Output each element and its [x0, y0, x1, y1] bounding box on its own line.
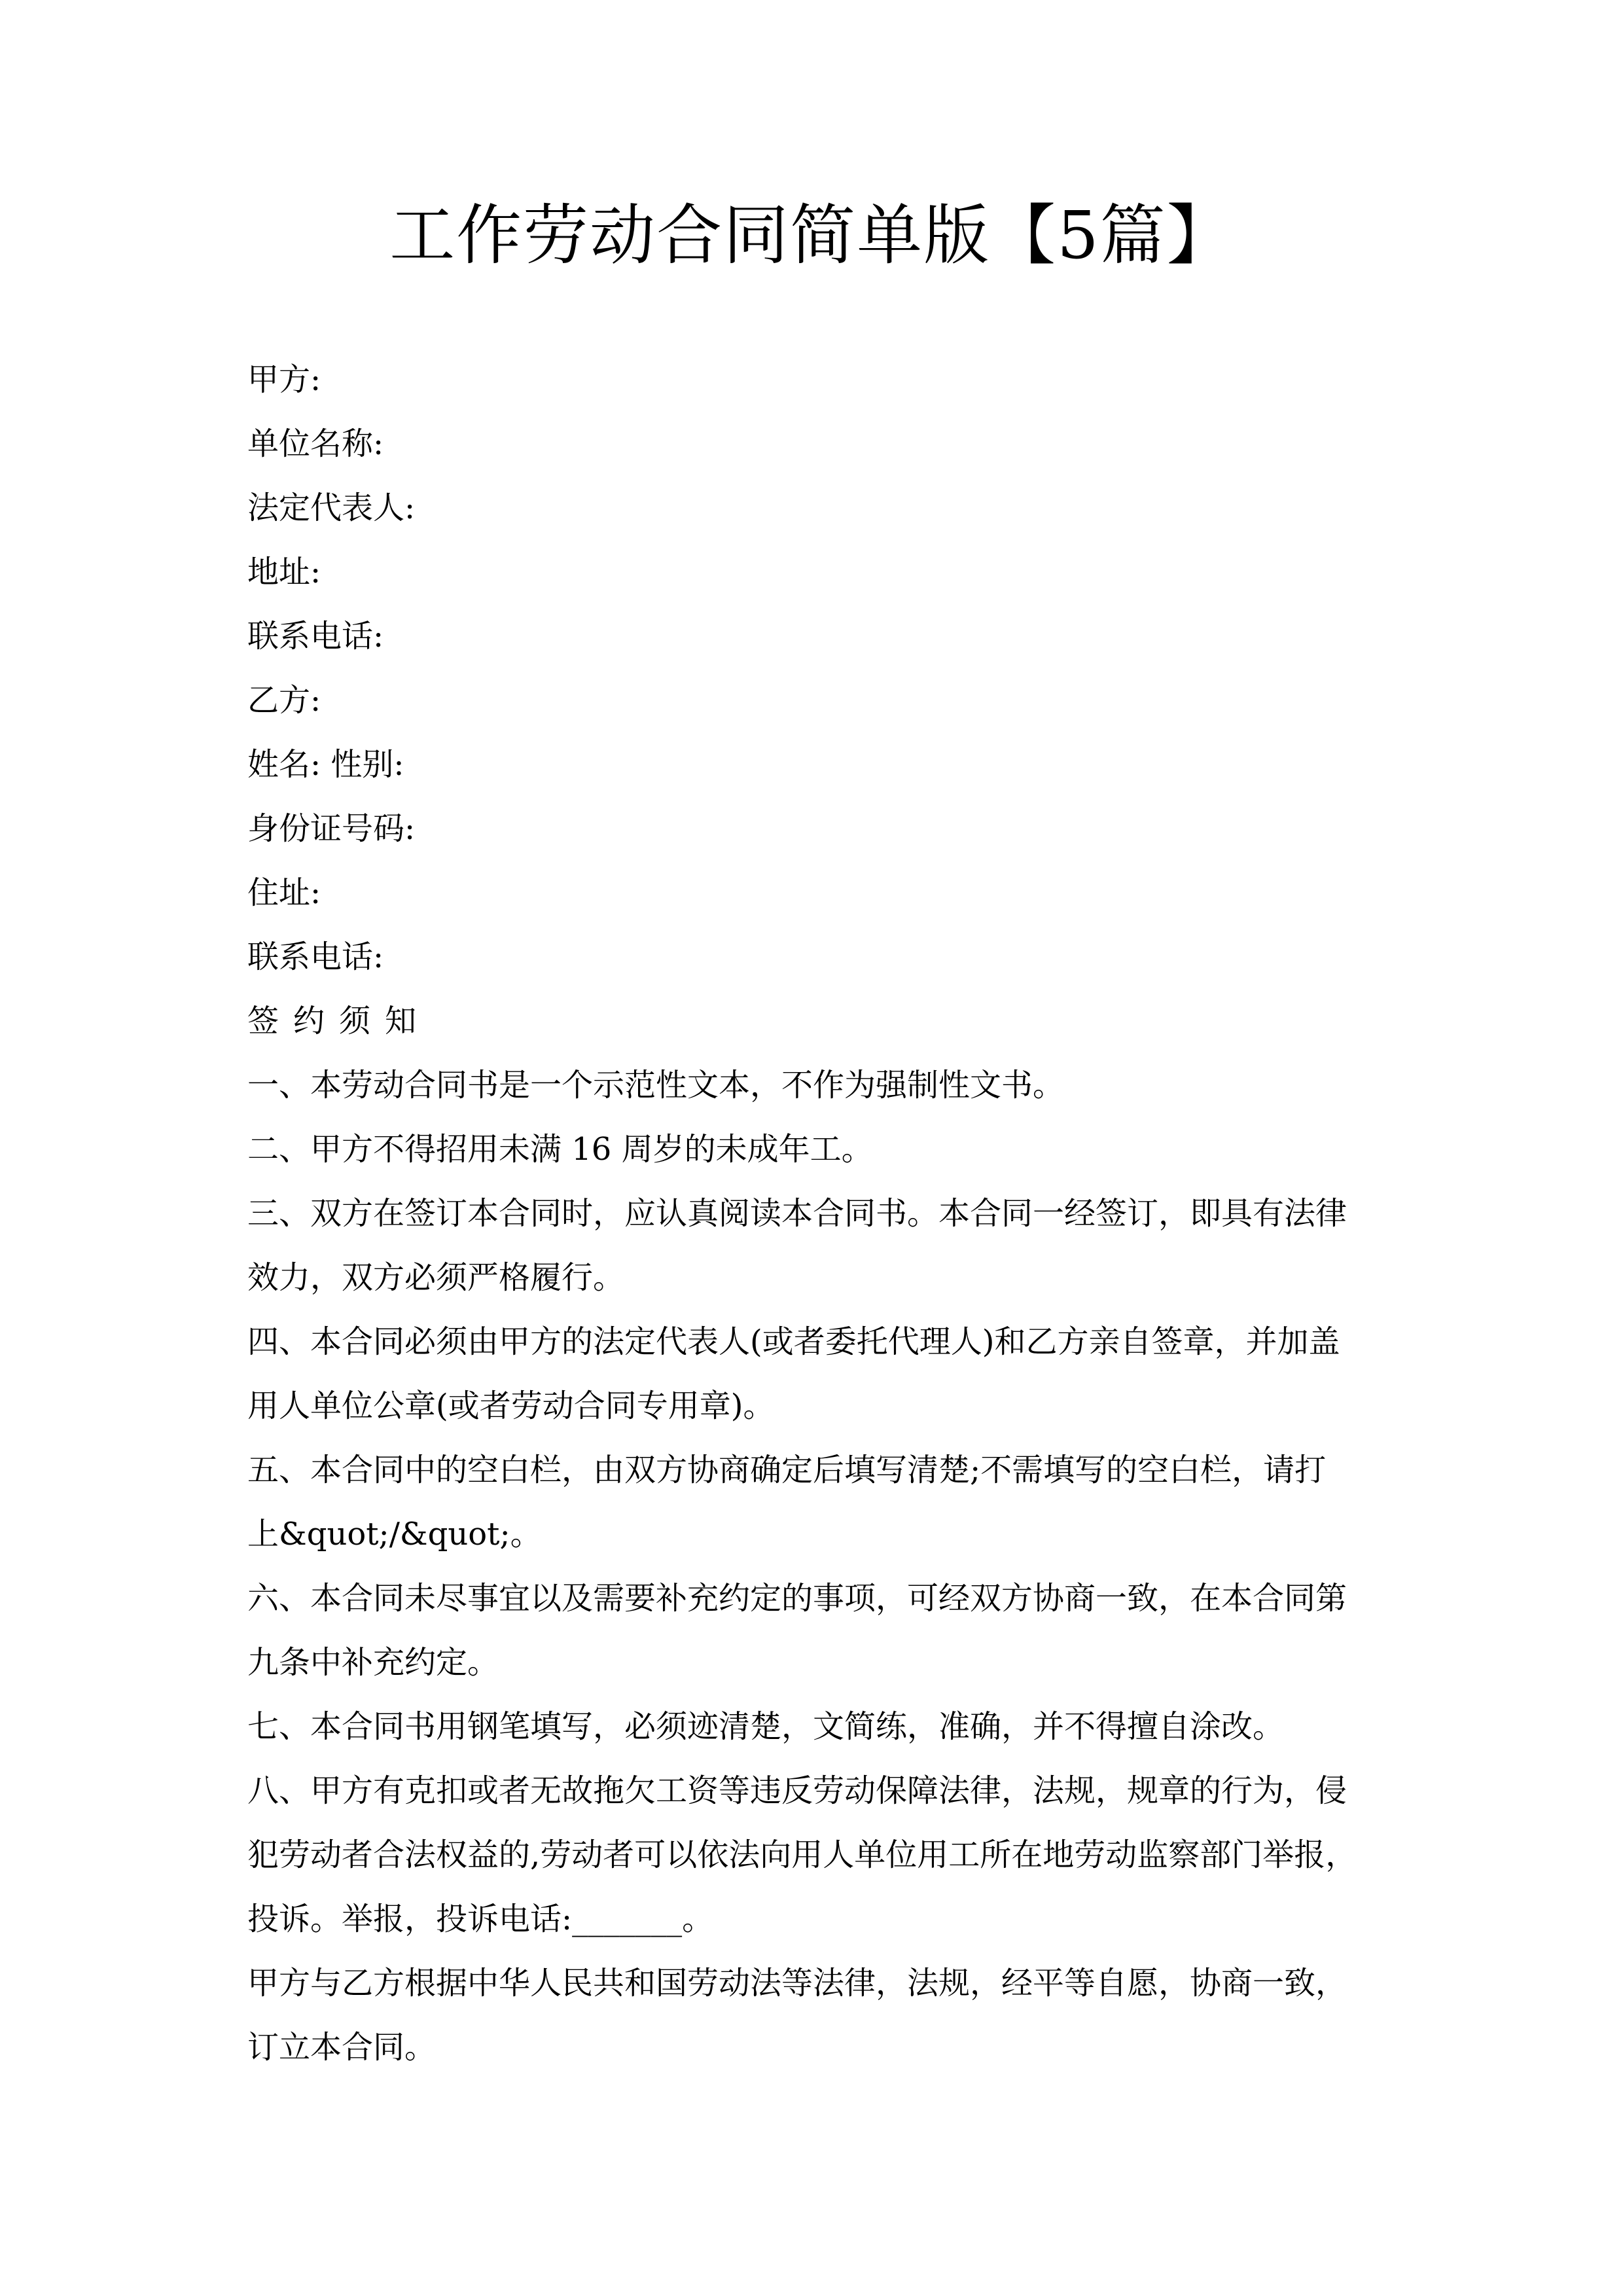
paragraph-line: 二、甲方不得招用未满 16 周岁的未成年工。: [247, 1131, 873, 1168]
paragraph-line: 七、本合同书用钢笔填写，必须迹清楚，文简练，准确，并不得擅自涂改。: [247, 1708, 1285, 1745]
document-body: [247, 348, 1412, 2079]
paragraph-line: 六、本合同未尽事宜以及需要补充约定的事项，可经双方协商一致，在本合同第: [247, 1580, 1347, 1617]
field-id-number: 身份证号码:: [247, 810, 416, 847]
paragraph-line: 甲方与乙方根据中华人民共和国劳动法等法律，法规，经平等自愿，协商一致，: [247, 1965, 1347, 2001]
field-address: 地址:: [247, 554, 321, 590]
field-legal-representative: 法定代表人:: [247, 490, 416, 526]
paragraph-line: 用人单位公章(或者劳动合同专用章)。: [247, 1388, 775, 1424]
field-party-a: 甲方:: [247, 361, 321, 398]
paragraph-line: 四、本合同必须由甲方的法定代表人(或者委托代理人)和乙方亲自签章，并加盖: [247, 1323, 1340, 1360]
field-phone-b: 联系电话:: [247, 939, 384, 975]
paragraph-line: 投诉。举报，投诉电话:_______。: [247, 1901, 714, 1937]
document-title: 工作劳动合同简单版【5篇】: [389, 197, 1234, 274]
field-name-gender: 姓名: 性别:: [247, 746, 404, 783]
paragraph-line: 一、本劳动合同书是一个示范性文本，不作为强制性文书。: [247, 1067, 1065, 1103]
paragraph-line: 犯劳动者合法权益的,劳动者可以依法向用人单位用工所在地劳动监察部门举报，: [247, 1837, 1357, 1873]
paragraph-line: 订立本合同。: [247, 2029, 437, 2066]
field-company-name: 单位名称:: [247, 425, 384, 462]
section-heading-signing-notes: 签约须知: [247, 1003, 431, 1039]
field-residence: 住址:: [247, 874, 321, 911]
field-phone-a: 联系电话:: [247, 618, 384, 655]
paragraph-line: 上&quot;/&quot;。: [247, 1516, 542, 1552]
paragraph-line: 八、甲方有克扣或者无故拖欠工资等违反劳动保障法律，法规，规章的行为，侵: [247, 1772, 1347, 1809]
paragraph-line: 三、双方在签订本合同时，应认真阅读本合同书。本合同一经签订，即具有法律: [247, 1195, 1347, 1232]
paragraph-line: 九条中补充约定。: [247, 1644, 499, 1681]
field-party-b: 乙方:: [247, 682, 321, 719]
paragraph-line: 五、本合同中的空白栏，由双方协商确定后填写清楚;不需填写的空白栏，请打: [247, 1452, 1327, 1488]
paragraph-line: 效力，双方必须严格履行。: [247, 1259, 625, 1296]
